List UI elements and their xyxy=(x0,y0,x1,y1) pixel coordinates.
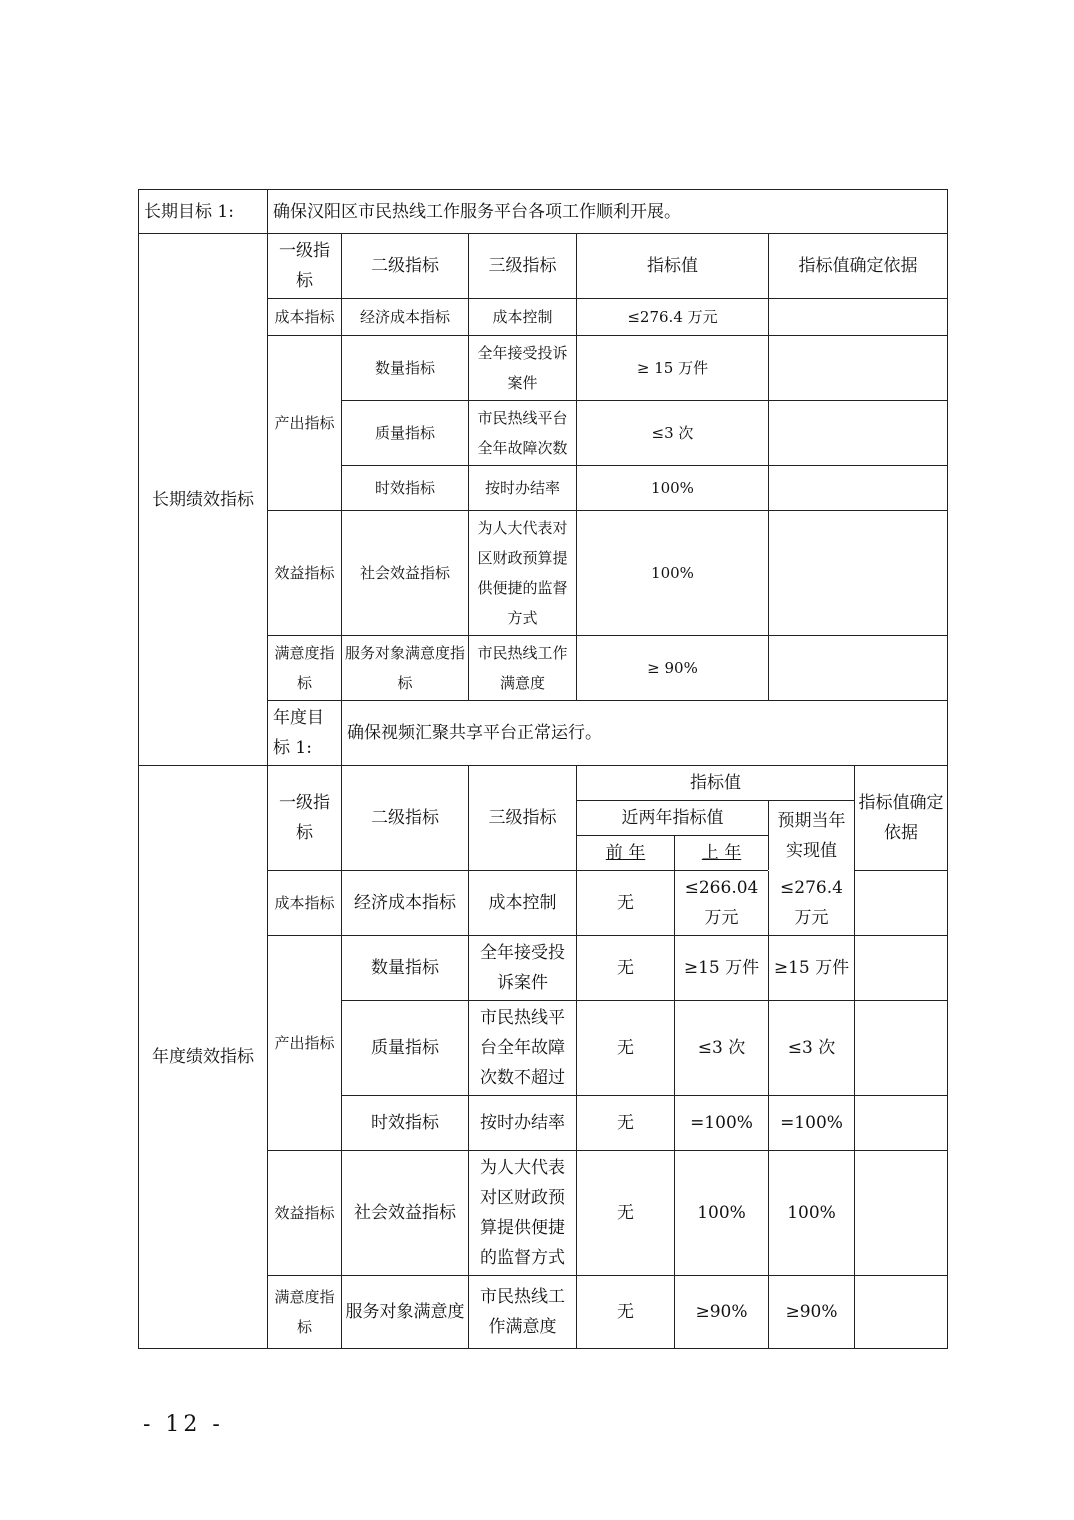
cell-last: =100% xyxy=(675,1096,769,1151)
cell-l1: 满意度指标 xyxy=(268,1276,342,1349)
long-term-header-row xyxy=(139,234,948,299)
cell-basis xyxy=(855,1096,948,1151)
header-value: 指标值 xyxy=(577,234,769,299)
cell-expected: ≤3 次 xyxy=(769,1001,855,1096)
header-last-year: 上 年 xyxy=(675,836,769,871)
header-basis: 指标值确定依据 xyxy=(769,234,948,299)
cell-last: ≥15 万件 xyxy=(675,936,769,1001)
cell-l2: 服务对象满意度指标 xyxy=(342,636,469,701)
cell-l2: 经济成本指标 xyxy=(342,299,469,336)
cell-basis xyxy=(769,336,948,401)
cell-l3: 成本控制 xyxy=(469,871,577,936)
cell-l3: 市民热线工作满意度 xyxy=(469,1276,577,1349)
cell-expected: ≥15 万件 xyxy=(769,936,855,1001)
header-basis: 指标值确定依据 xyxy=(855,766,948,871)
cell-l3: 市民热线平台全年故障次数不超过 xyxy=(469,1001,577,1096)
cell-prev: 无 xyxy=(577,936,675,1001)
cell-expected: 100% xyxy=(769,1151,855,1276)
cell-l2: 社会效益指标 xyxy=(342,511,469,636)
long-term-section-label: 长期绩效指标 xyxy=(139,234,268,766)
cell-basis xyxy=(769,401,948,466)
cell-basis xyxy=(855,1001,948,1096)
long-term-goal-row xyxy=(139,190,948,234)
cell-l2: 质量指标 xyxy=(342,1001,469,1096)
cell-l3: 市民热线平台全年故障次数 xyxy=(469,401,577,466)
cell-l1: 成本指标 xyxy=(268,871,342,936)
cell-l3: 为人大代表对区财政预算提供便捷的监督方式 xyxy=(469,1151,577,1276)
page-number: - 12 - xyxy=(143,1412,224,1437)
cell-last: ≤266.04 万元 xyxy=(675,871,769,936)
cell-l1: 效益指标 xyxy=(268,511,342,636)
cell-l1: 满意度指标 xyxy=(268,636,342,701)
cell-l1: 产出指标 xyxy=(268,936,342,1151)
cell-l1: 效益指标 xyxy=(268,1151,342,1276)
annual-goal-label: 年度目标 1: xyxy=(268,701,342,766)
cell-basis xyxy=(855,1151,948,1276)
cell-basis xyxy=(769,511,948,636)
header-level1: 一级指标 xyxy=(268,234,342,299)
header-level2: 二级指标 xyxy=(342,766,469,871)
cell-prev: 无 xyxy=(577,1276,675,1349)
header-level1: 一级指标 xyxy=(268,766,342,871)
annual-section-label: 年度绩效指标 xyxy=(139,766,268,1349)
cell-value: ≤276.4 万元 xyxy=(577,299,769,336)
header-level3: 三级指标 xyxy=(469,766,577,871)
header-level3: 三级指标 xyxy=(469,234,577,299)
cell-expected: =100% xyxy=(769,1096,855,1151)
cell-prev: 无 xyxy=(577,871,675,936)
cell-last: 100% xyxy=(675,1151,769,1276)
cell-l3: 市民热线工作满意度 xyxy=(469,636,577,701)
cell-l2: 社会效益指标 xyxy=(342,1151,469,1276)
header-level2: 二级指标 xyxy=(342,234,469,299)
header-value: 指标值 xyxy=(577,766,855,801)
cell-basis xyxy=(855,871,948,936)
cell-prev: 无 xyxy=(577,1001,675,1096)
cell-expected: ≥90% xyxy=(769,1276,855,1349)
performance-table xyxy=(138,189,948,1349)
cell-basis xyxy=(769,466,948,511)
cell-prev: 无 xyxy=(577,1096,675,1151)
cell-value: 100% xyxy=(577,511,769,636)
cell-l2: 时效指标 xyxy=(342,1096,469,1151)
cell-l2: 数量指标 xyxy=(342,936,469,1001)
cell-l3: 按时办结率 xyxy=(469,1096,577,1151)
annual-goal-text: 确保视频汇聚共享平台正常运行。 xyxy=(342,701,948,766)
cell-last: ≤3 次 xyxy=(675,1001,769,1096)
long-term-goal-label: 长期目标 1: xyxy=(139,190,268,234)
cell-value: ≥ 90% xyxy=(577,636,769,701)
cell-l2: 服务对象满意度 xyxy=(342,1276,469,1349)
header-prev-year: 前 年 xyxy=(577,836,675,871)
cell-basis xyxy=(769,299,948,336)
cell-l2: 经济成本指标 xyxy=(342,871,469,936)
cell-value: ≤3 次 xyxy=(577,401,769,466)
cell-basis xyxy=(855,1276,948,1349)
cell-l3: 为人大代表对区财政预算提供便捷的监督方式 xyxy=(469,511,577,636)
cell-l2: 质量指标 xyxy=(342,401,469,466)
cell-expected: ≤276.4 万元 xyxy=(769,871,855,936)
cell-l3: 全年接受投诉案件 xyxy=(469,936,577,1001)
cell-value: 100% xyxy=(577,466,769,511)
cell-value: ≥ 15 万件 xyxy=(577,336,769,401)
cell-l2: 数量指标 xyxy=(342,336,469,401)
cell-prev: 无 xyxy=(577,1151,675,1276)
cell-l3: 成本控制 xyxy=(469,299,577,336)
cell-basis xyxy=(769,636,948,701)
long-term-goal-text: 确保汉阳区市民热线工作服务平台各项工作顺利开展。 xyxy=(268,190,948,234)
cell-basis xyxy=(855,936,948,1001)
cell-l1: 产出指标 xyxy=(268,336,342,511)
header-recent: 近两年指标值 xyxy=(577,801,769,836)
cell-l3: 按时办结率 xyxy=(469,466,577,511)
cell-l2: 时效指标 xyxy=(342,466,469,511)
cell-l3: 全年接受投诉案件 xyxy=(469,336,577,401)
header-expected: 预期当年实现值 xyxy=(769,801,855,871)
cell-last: ≥90% xyxy=(675,1276,769,1349)
cell-l1: 成本指标 xyxy=(268,299,342,336)
annual-header-row xyxy=(139,766,948,801)
